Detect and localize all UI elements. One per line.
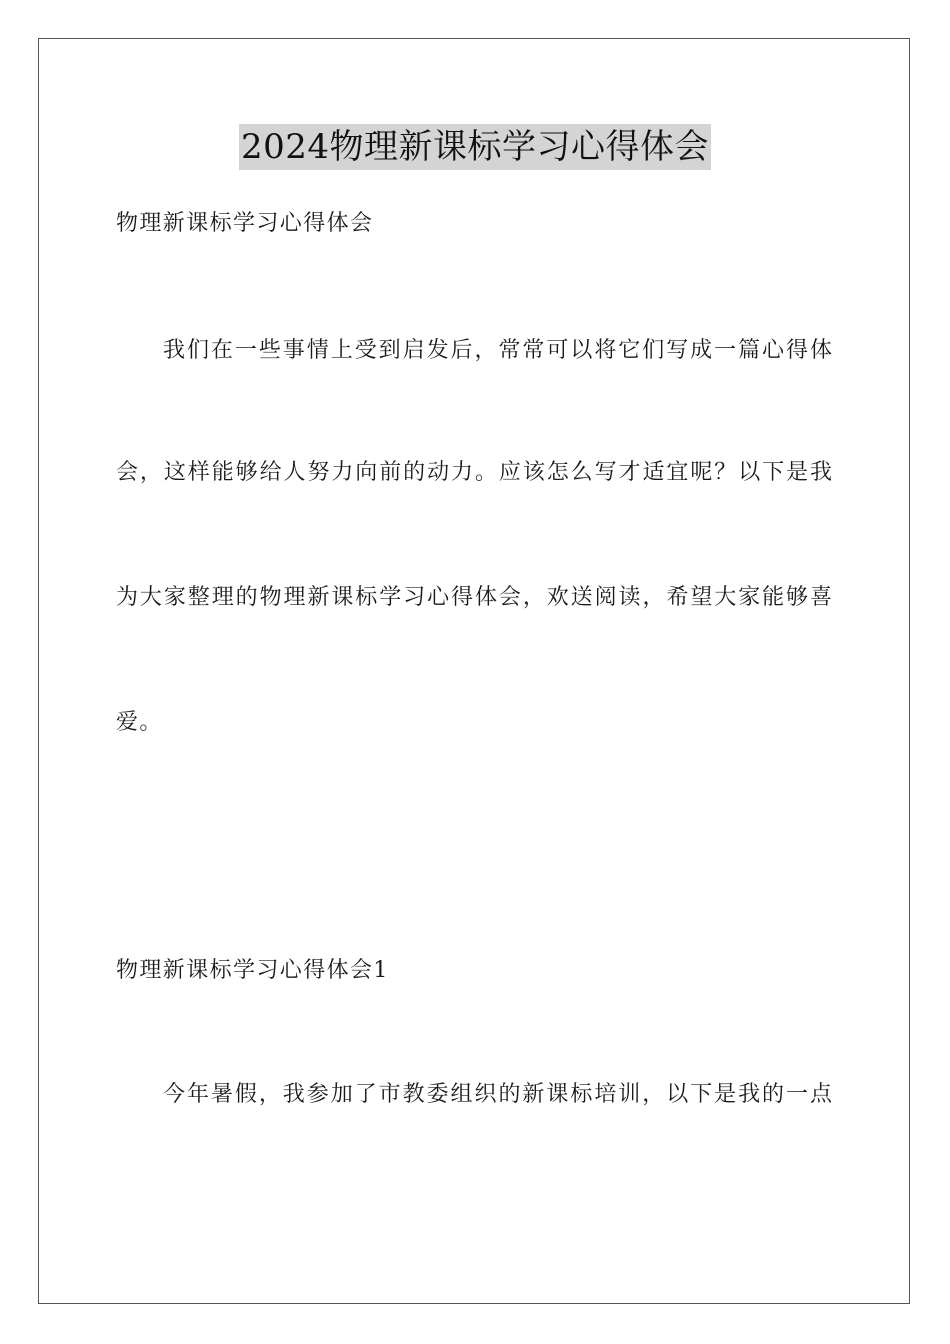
title-container: [0, 124, 950, 170]
intro-line-4: 爱。: [116, 710, 163, 735]
document-subtitle: 物理新课标学习心得体会: [116, 211, 374, 236]
intro-line-1: 我们在一些事情上受到启发后，常常可以将它们写成一篇心得体: [163, 338, 832, 363]
intro-line-2: 会，这样能够给人努力向前的动力。应该怎么写才适宜呢？以下是我: [116, 460, 832, 485]
intro-line-3: 为大家整理的物理新课标学习心得体会，欢送阅读，希望大家能够喜: [116, 585, 832, 610]
document-title: 2024物理新课标学习心得体会: [239, 124, 711, 170]
section-line-1: 今年暑假，我参加了市教委组织的新课标培训，以下是我的一点: [163, 1082, 832, 1107]
section-heading: 物理新课标学习心得体会1: [116, 958, 389, 983]
